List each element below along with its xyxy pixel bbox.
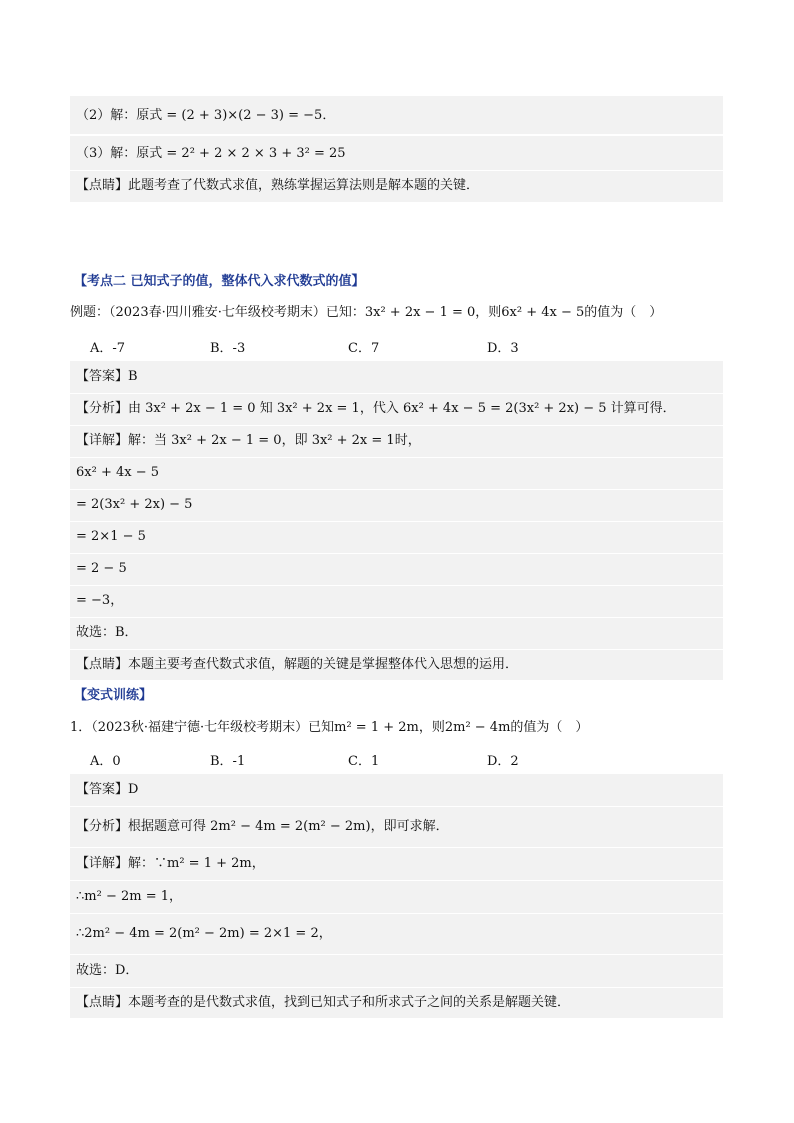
detail-row-1 xyxy=(70,458,723,489)
practice-detail-text-0: 【详解】解：∵m² = 1 + 2m， xyxy=(76,856,265,871)
section-heading-text: 【考点二 已知式子的值，整体代入求代数式的值】 xyxy=(74,274,365,289)
practice-detail-row-0 xyxy=(70,848,723,880)
practice-analysis-row xyxy=(70,807,723,847)
comment-text-2: 【点睛】本题主要考查代数式求值，解题的关键是掌握整体代入思想的运用． xyxy=(76,657,519,672)
detail-text-1: 6x² + 4x − 5 xyxy=(76,465,160,480)
practice-question-text: 1．（2023秋·福建宁德·七年级校考期末）已知m² = 1 + 2m，则2m² − 4m的值为（ ） xyxy=(70,720,589,735)
practice-choice-a: A．0 xyxy=(90,754,121,769)
practice-choice-d: D．2 xyxy=(487,754,519,769)
comment-text: 【点睛】此题考查了代数式求值，熟练掌握运算法则是解本题的关键． xyxy=(76,178,480,193)
solution-line-2 xyxy=(70,96,723,134)
practice-answer-text: 【答案】D xyxy=(76,782,139,797)
practice-answer-row xyxy=(70,774,723,806)
practice-analysis-text: 【分析】根据题意可得 2m² − 4m = 2(m² − 2m)，即可求解． xyxy=(76,819,449,834)
detail-text-4: = 2 − 5 xyxy=(76,561,127,576)
detail-row-6 xyxy=(70,618,723,649)
example-question-text: 例题：（2023春·四川雅安·七年级校考期末）已知：3x² + 2x − 1 = 0，则6x² + 4x − 5的值为（ ） xyxy=(70,305,663,320)
detail-row-0 xyxy=(70,426,723,457)
detail-row-5 xyxy=(70,586,723,617)
answer-text: 【答案】B xyxy=(76,369,138,384)
practice-heading xyxy=(70,687,723,705)
practice-detail-text-3: 故选：D． xyxy=(76,963,139,978)
practice-detail-text-2: ∴2m² − 4m = 2(m² − 2m) = 2×1 = 2， xyxy=(76,926,332,941)
detail-text-0: 【详解】解：当 3x² + 2x − 1 = 0，即 3x² + 2x = 1时， xyxy=(76,433,421,448)
detail-text-3: = 2×1 − 5 xyxy=(76,529,146,544)
practice-detail-row-2 xyxy=(70,914,723,954)
practice-comment-row xyxy=(70,988,723,1018)
practice-detail-text-1: ∴m² − 2m = 1， xyxy=(76,889,182,904)
practice-choice-c: C．1 xyxy=(348,754,380,769)
solution-line-2-text: （2）解：原式 = (2 + 3)×(2 − 3) = −5． xyxy=(76,108,336,123)
choice-a: A．-7 xyxy=(90,341,126,356)
detail-text-6: 故选：B． xyxy=(76,625,138,640)
practice-detail-row-1 xyxy=(70,881,723,913)
analysis-row xyxy=(70,394,723,425)
detail-row-2 xyxy=(70,490,723,521)
analysis-text: 【分析】由 3x² + 2x − 1 = 0 知 3x² + 2x = 1，代入 6x² + 4x − 5 = 2(3x² + 2x) − 5 计算可得． xyxy=(76,401,676,416)
example-question xyxy=(70,304,723,322)
practice-heading-text: 【变式训练】 xyxy=(74,688,153,703)
answer-row xyxy=(70,361,723,393)
practice-choices xyxy=(70,750,723,768)
comment-row-2 xyxy=(70,650,723,680)
solution-line-3 xyxy=(70,136,723,170)
choice-c: C．7 xyxy=(348,341,380,356)
detail-row-4 xyxy=(70,554,723,585)
section-heading xyxy=(70,273,723,291)
choice-d: D．3 xyxy=(487,341,519,356)
example-choices xyxy=(70,337,723,355)
practice-detail-row-3 xyxy=(70,955,723,987)
practice-choice-b: B．-1 xyxy=(210,754,246,769)
detail-text-5: = −3， xyxy=(76,593,124,608)
detail-row-3 xyxy=(70,522,723,553)
detail-text-2: = 2(3x² + 2x) − 5 xyxy=(76,497,193,512)
comment-block xyxy=(70,171,723,202)
choice-b: B．-3 xyxy=(210,341,246,356)
practice-comment-text: 【点睛】本题考查的是代数式求值，找到已知式子和所求式子之间的关系是解题关键． xyxy=(76,995,571,1010)
practice-question xyxy=(70,719,723,737)
solution-line-3-text: （3）解：原式 = 2² + 2 × 2 × 3 + 3² = 25 xyxy=(76,146,346,161)
